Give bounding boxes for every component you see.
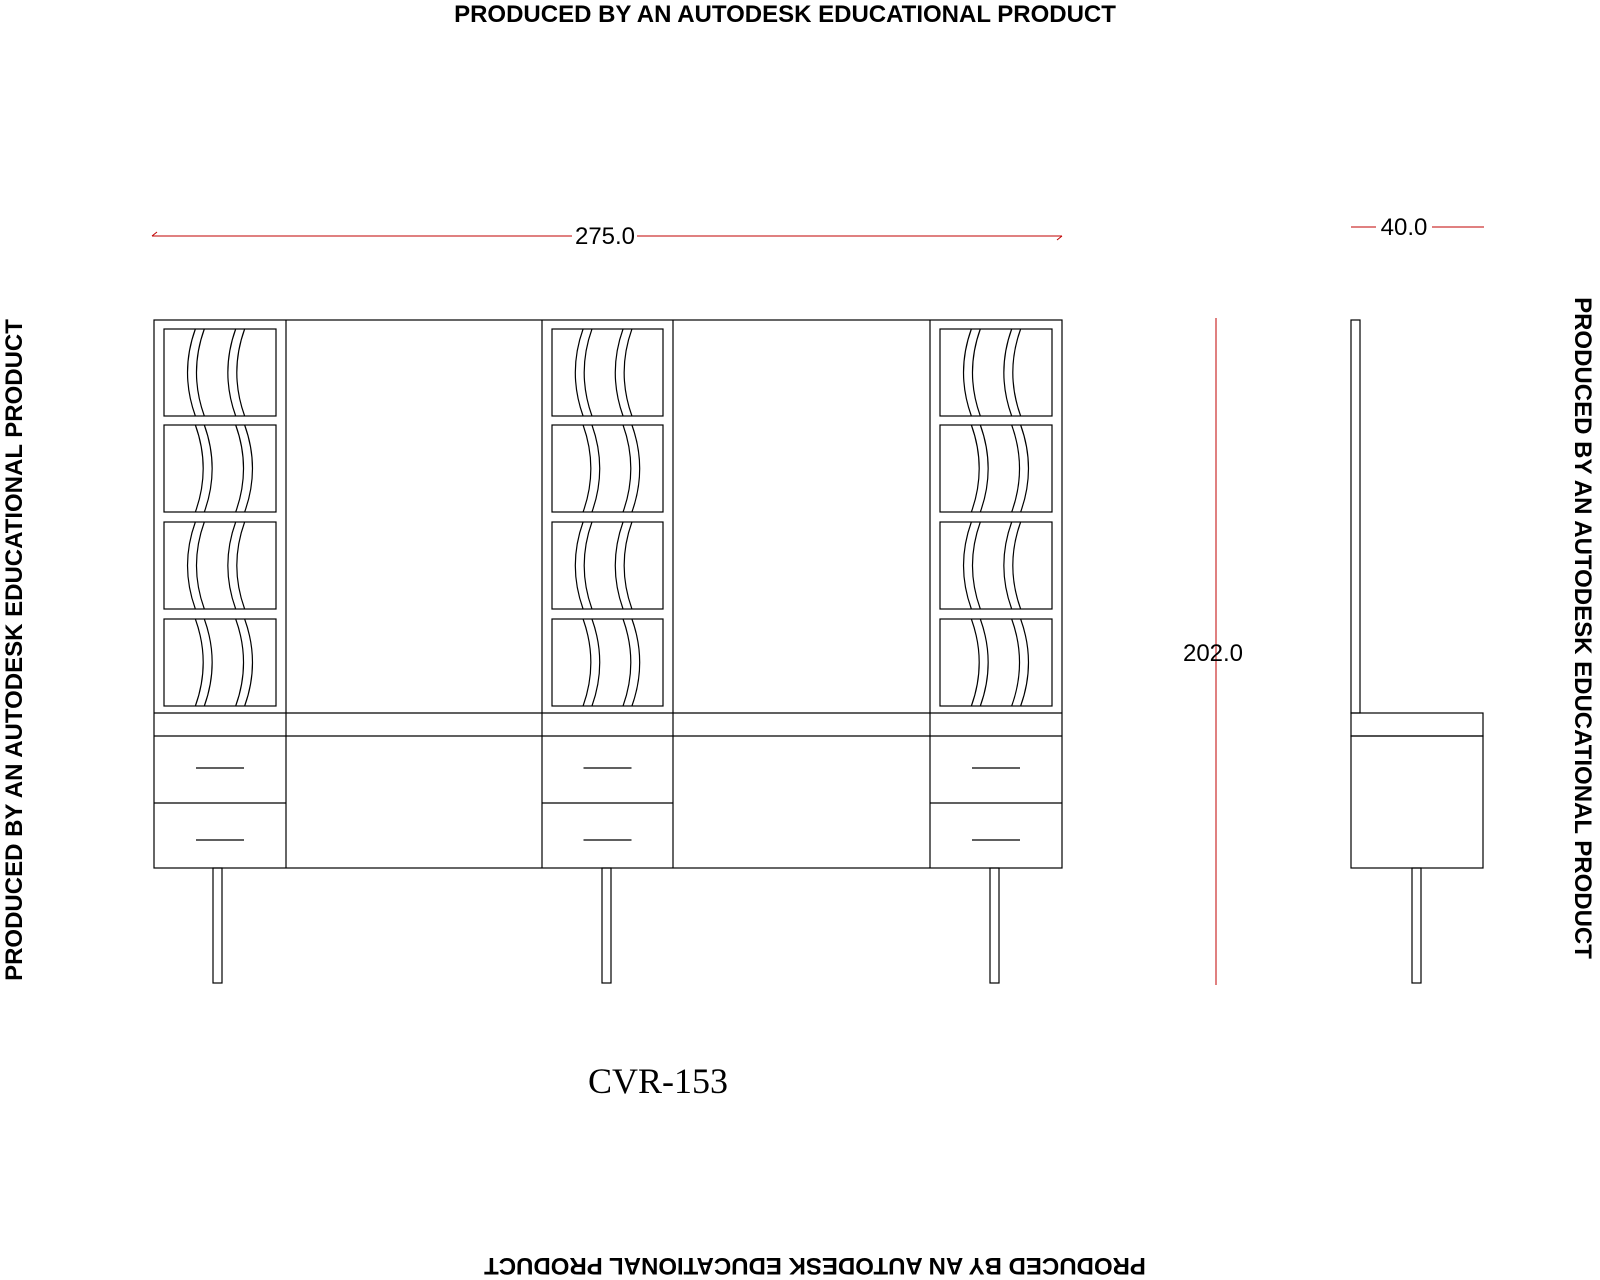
height-dimension-label: 202.0 [1182, 640, 1244, 667]
decorative-curve [188, 522, 196, 609]
display-cell [552, 425, 663, 512]
decorative-curve [980, 425, 988, 512]
display-cell [164, 619, 276, 706]
model-code: CVR-153 [587, 1061, 729, 1101]
display-cell [940, 329, 1052, 416]
decorative-curve [204, 425, 212, 512]
decorative-curve [583, 425, 591, 512]
side-back-panel [1351, 320, 1360, 713]
display-cell [940, 619, 1052, 706]
depth-dimension [1351, 214, 1484, 241]
decorative-curve [188, 329, 196, 416]
decorative-curve [624, 329, 632, 416]
decorative-curve [1013, 522, 1021, 609]
side-leg [1412, 868, 1421, 983]
display-cell [552, 522, 663, 609]
height-dimension [1183, 318, 1243, 985]
width-dimension-label: 275.0 [574, 223, 636, 250]
decorative-curve [195, 619, 203, 706]
decorative-curve [584, 329, 592, 416]
decorative-curve [632, 425, 640, 512]
decorative-curve [584, 522, 592, 609]
side-countertop [1351, 713, 1483, 736]
side-drawer-body [1351, 736, 1483, 868]
display-cell [552, 329, 663, 416]
decorative-curve [228, 522, 236, 609]
display-cell [940, 425, 1052, 512]
decorative-curve [204, 619, 212, 706]
decorative-curve [245, 619, 253, 706]
decorative-curve [1021, 425, 1029, 512]
display-cell [164, 425, 276, 512]
decorative-curve [971, 425, 979, 512]
decorative-curve [592, 425, 600, 512]
display-cell [552, 619, 663, 706]
decorative-curve [575, 329, 583, 416]
depth-dimension-label: 40.0 [1380, 214, 1428, 241]
decorative-curve [195, 425, 203, 512]
display-cell [164, 522, 276, 609]
decorative-curve [575, 522, 583, 609]
decorative-curve [980, 619, 988, 706]
front-elevation [154, 320, 1062, 983]
decorative-curve [245, 425, 253, 512]
decorative-curve [972, 522, 980, 609]
decorative-curve [624, 522, 632, 609]
decorative-curve [615, 329, 623, 416]
watermark-bottom: PRODUCED BY AN AUTODESK EDUCATIONAL PRODUCT [484, 1252, 1146, 1279]
decorative-curve [972, 329, 980, 416]
decorative-curve [1012, 619, 1020, 706]
display-cell [940, 522, 1052, 609]
decorative-curve [964, 522, 972, 609]
decorative-curve [964, 329, 972, 416]
decorative-curve [1013, 329, 1021, 416]
cabinet-outline [154, 320, 1062, 868]
watermark-left: PRODUCED BY AN AUTODESK EDUCATIONAL PRODUCT [1, 319, 28, 981]
leg [213, 868, 222, 983]
leg [990, 868, 999, 983]
decorative-curve [623, 425, 631, 512]
decorative-curve [1004, 522, 1012, 609]
side-elevation [1351, 320, 1483, 983]
decorative-curve [615, 522, 623, 609]
decorative-curve [196, 329, 204, 416]
decorative-curve [583, 619, 591, 706]
watermark-top: PRODUCED BY AN AUTODESK EDUCATIONAL PRODUCT [454, 1, 1116, 28]
decorative-curve [1012, 425, 1020, 512]
decorative-curve [237, 522, 245, 609]
decorative-curve [228, 329, 236, 416]
leg [602, 868, 611, 983]
decorative-curve [196, 522, 204, 609]
decorative-curve [632, 619, 640, 706]
display-cell [164, 329, 276, 416]
width-dimension [152, 223, 1062, 250]
decorative-curve [623, 619, 631, 706]
decorative-curve [1004, 329, 1012, 416]
decorative-curve [1021, 619, 1029, 706]
decorative-curve [236, 425, 244, 512]
watermark-right: PRODUCED BY AN AUTODESK EDUCATIONAL PRODUCT [1569, 297, 1596, 959]
decorative-curve [971, 619, 979, 706]
decorative-curve [592, 619, 600, 706]
decorative-curve [236, 619, 244, 706]
decorative-curve [237, 329, 245, 416]
